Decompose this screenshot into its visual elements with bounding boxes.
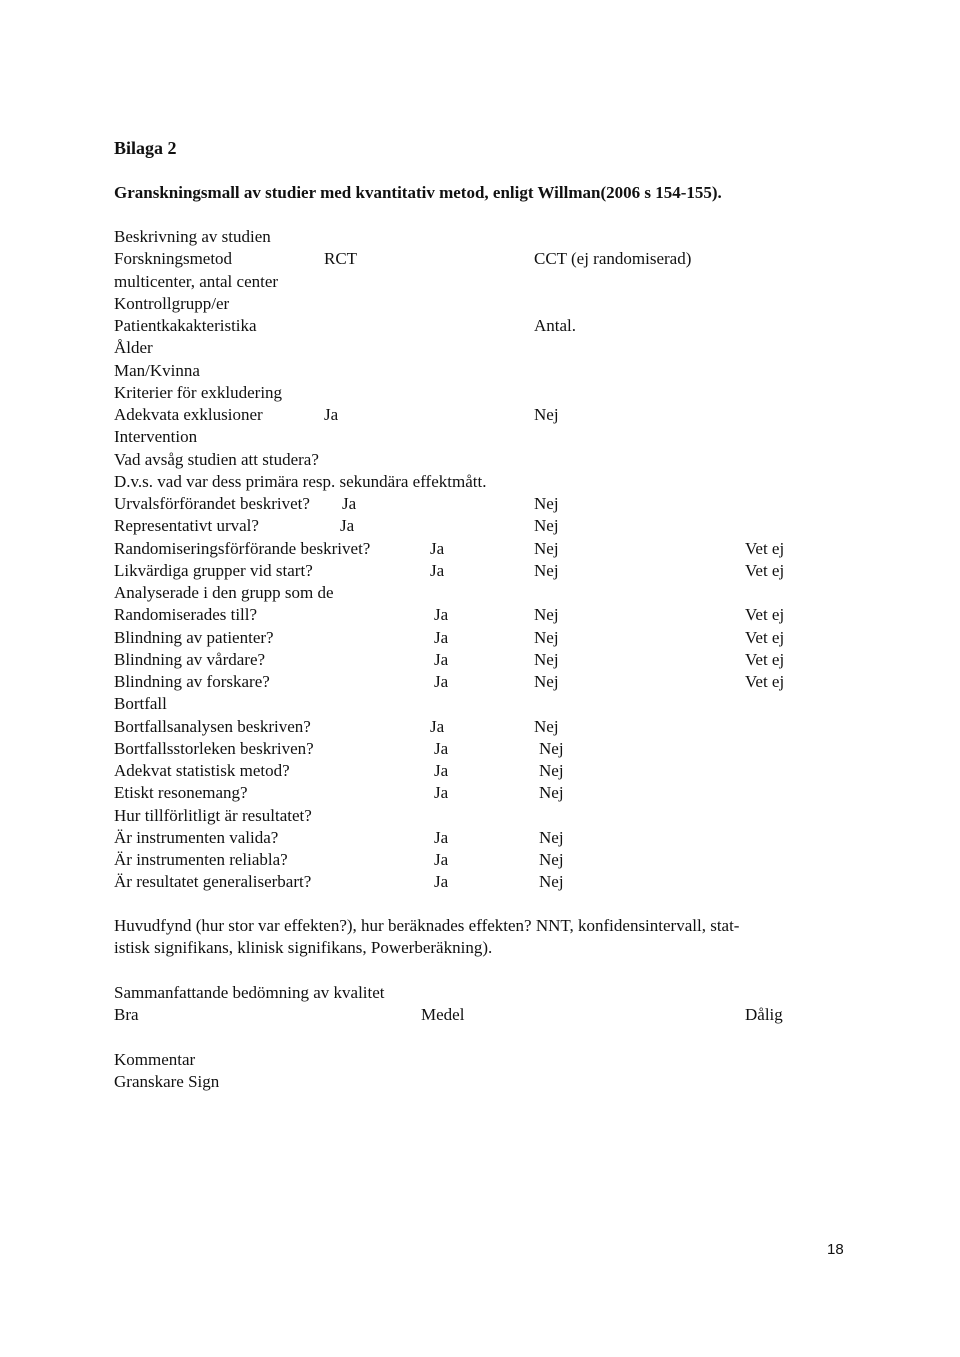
option-nej: Nej xyxy=(539,872,564,892)
option-nej: Nej xyxy=(534,672,559,691)
option-ja: Ja xyxy=(434,605,449,625)
row-label: Patientkakakteristika xyxy=(114,316,257,335)
row-label: Är resultatet generaliserbart? xyxy=(114,872,312,892)
row-label: Blindning av patienter? xyxy=(114,627,274,647)
option-ja: Ja xyxy=(434,738,449,758)
main-findings-line-1: Huvudfynd (hur stor var effekten?), hur beräknades effekten? NNT, konfidensintervall, stat- xyxy=(114,916,740,935)
appendix-title: Bilaga 2 xyxy=(114,138,177,158)
option-nej: Nej xyxy=(539,738,564,758)
summary-label: Sammanfattande bedömning av kvalitet xyxy=(114,983,385,1002)
row-label: Man/Kvinna xyxy=(114,360,200,380)
row-label: Beskrivning av studien xyxy=(114,227,271,246)
option-nej: Nej xyxy=(534,560,559,580)
row-label: Urvalsförförandet beskrivet? xyxy=(114,494,310,513)
option-nej: Nej xyxy=(539,850,564,869)
option-ja: RCT xyxy=(324,249,358,269)
option-vet-ej: Vet ej xyxy=(745,538,785,558)
option-ja: Ja xyxy=(434,827,449,847)
option-vet-ej: Vet ej xyxy=(745,560,785,580)
row-label: Adekvat statistisk metod? xyxy=(114,761,290,780)
row-label: Bortfallsanalysen beskriven? xyxy=(114,716,311,736)
option-nej: Nej xyxy=(539,761,564,780)
row-label: Randomiseringsförförande beskrivet? xyxy=(114,538,371,558)
row-label: multicenter, antal center xyxy=(114,271,279,291)
option-nej: Nej xyxy=(539,827,564,847)
comment-label: Kommentar xyxy=(114,1050,196,1069)
row-label: Kriterier för exkludering xyxy=(114,382,283,402)
option-nej: Nej xyxy=(534,494,559,513)
option-ja: Ja xyxy=(340,516,355,536)
row-label: Representativt urval? xyxy=(114,516,259,536)
option-ja: Ja xyxy=(434,627,449,647)
option-nej: Nej xyxy=(539,783,564,803)
option-ja: Ja xyxy=(430,716,445,736)
option-nej: Nej xyxy=(534,405,559,424)
option-nej: CCT (ej randomiserad) xyxy=(534,249,692,269)
row-label: Etiskt resonemang? xyxy=(114,783,248,803)
option-ja: Ja xyxy=(434,672,449,691)
quality-good: Bra xyxy=(114,1005,139,1024)
option-ja: Ja xyxy=(430,538,445,558)
row-label: Hur tillförlitligt är resultatet? xyxy=(114,805,312,825)
quality-poor: Dålig xyxy=(745,1005,783,1024)
option-vet-ej: Vet ej xyxy=(745,605,785,625)
row-label: Är instrumenten reliabla? xyxy=(114,850,288,869)
option-ja: Ja xyxy=(434,783,449,803)
row-label: Randomiserades till? xyxy=(114,605,258,625)
row-label: Bortfall xyxy=(114,694,167,714)
template-title: Granskningsmall av studier med kvantitativ metod, enligt Willman(2006 s 154-155). xyxy=(114,183,722,202)
row-label: Adekvata exklusioner xyxy=(114,405,263,424)
option-ja: Ja xyxy=(324,405,339,424)
row-label: Vad avsåg studien att studera? xyxy=(114,449,319,469)
option-nej: Nej xyxy=(534,605,559,625)
option-nej: Nej xyxy=(534,538,559,558)
option-vet-ej: Vet ej xyxy=(745,627,785,647)
row-label: Forskningsmetod xyxy=(114,249,233,269)
option-nej: Nej xyxy=(534,716,559,736)
option-ja: Ja xyxy=(434,872,449,892)
main-findings-line-2: istisk signifikans, klinisk signifikans, Powerberäkning). xyxy=(114,938,493,957)
option-nej: Nej xyxy=(534,516,559,536)
option-vet-ej: Vet ej xyxy=(745,649,785,669)
option-vet-ej: Vet ej xyxy=(745,672,785,691)
option-ja: Ja xyxy=(342,494,357,513)
row-label: Kontrollgrupp/er xyxy=(114,293,230,313)
option-ja: Ja xyxy=(434,761,449,780)
option-nej: Antal. xyxy=(534,316,577,335)
quality-medium: Medel xyxy=(421,1005,465,1024)
row-label: Likvärdiga grupper vid start? xyxy=(114,560,313,580)
option-ja: Ja xyxy=(434,649,449,669)
row-label: D.v.s. vad var dess primära resp. sekundära effektmått. xyxy=(114,471,487,491)
row-label: Ålder xyxy=(114,338,153,358)
option-ja: Ja xyxy=(434,850,449,869)
option-nej: Nej xyxy=(534,649,559,669)
option-nej: Nej xyxy=(534,627,559,647)
row-label: Blindning av forskare? xyxy=(114,672,270,691)
row-label: Analyserade i den grupp som de xyxy=(114,583,334,602)
row-label: Är instrumenten valida? xyxy=(114,827,279,847)
row-label: Intervention xyxy=(114,427,198,447)
reviewer-signature-label: Granskare Sign xyxy=(114,1072,220,1091)
row-label: Blindning av vårdare? xyxy=(114,649,266,669)
option-ja: Ja xyxy=(430,560,445,580)
row-label: Bortfallsstorleken beskriven? xyxy=(114,738,314,758)
page-number: 18 xyxy=(827,1241,844,1258)
